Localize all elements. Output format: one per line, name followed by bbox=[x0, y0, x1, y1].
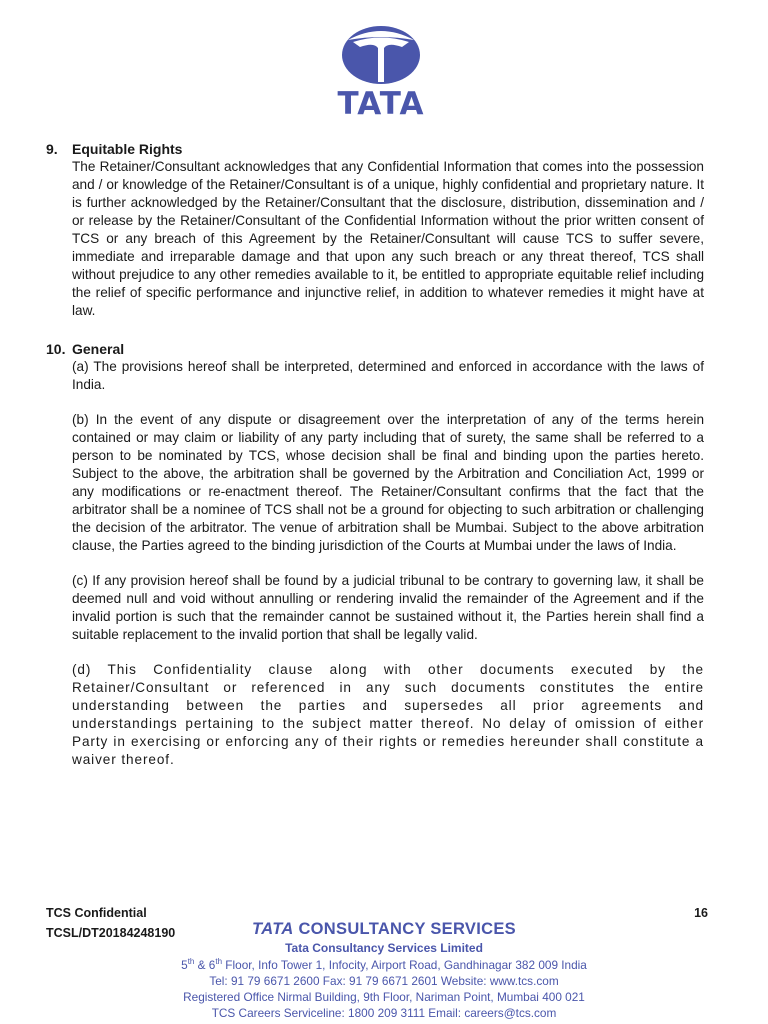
confidential-label: TCS Confidential bbox=[46, 906, 147, 920]
contact-line: Tel: 91 79 6671 2600 Fax: 91 79 6671 2601 Website: www.tcs.com bbox=[209, 974, 559, 988]
careers-line: TCS Careers Serviceline: 1800 209 3111 Email: careers@tcs.com bbox=[211, 1006, 557, 1020]
brand-bold: TATA bbox=[252, 920, 294, 938]
section-general bbox=[46, 340, 704, 769]
paragraph: The Retainer/Consultant acknowledges that any Confidential Information that comes into the possession and / or knowledge of the Retainer/Consultant is of a unique, highly confidential and proprietary nature. It is further acknowledged by the Retainer/Consultant that the disclosure, distribution, dissemination and / or release by the Retainer/Consultant of the Confidential Information without the prior written consent of TCS or any breach of this Agreement by the Retainer/Consultant will cause TCS to suffer severe, immediate and irreparable damage and that upon any such breach or any threat thereof, TCS shall without prejudice to any other remedies available to it, be entitled to appropriate equitable relief including the relief of specific performance and injunctive relief, in addition to whatever remedies it might have at law. bbox=[72, 159, 704, 318]
section-heading bbox=[46, 140, 704, 158]
company-brand bbox=[118, 918, 650, 940]
company-name: Tata Consultancy Services Limited bbox=[285, 941, 483, 955]
section-heading bbox=[46, 340, 704, 358]
paragraph-a: (a) The provisions hereof shall be interpreted, determined and enforced in accordance with the laws of India. bbox=[72, 359, 704, 392]
registered-office-line: Registered Office Nirmal Building, 9th Floor, Nariman Point, Mumbai 400 021 bbox=[183, 990, 585, 1004]
address-line: 5th & 6th Floor, Info Tower 1, Infocity, Airport Road, Gandhinagar 382 009 India bbox=[181, 957, 587, 972]
brand-rest: CONSULTANCY SERVICES bbox=[293, 920, 516, 938]
page-number: 16 bbox=[694, 906, 708, 920]
section-number: 10. bbox=[46, 341, 66, 357]
section-title: Equitable Rights bbox=[72, 141, 183, 157]
paragraph-c: (c) If any provision hereof shall be found by a judicial tribunal to be contrary to governing law, it shall be deemed null and void without annulling or rendering invalid the remainder of the Agreement and if the invalid portion is such that the remainder cannot be sustained without it, the Parties herein shall find a suitable replacement to the invalid portion that shall be legally valid. bbox=[72, 573, 704, 642]
tata-logo bbox=[326, 24, 436, 122]
section-equitable-rights bbox=[46, 140, 704, 320]
tata-logo-icon bbox=[340, 24, 422, 86]
document-body bbox=[46, 140, 704, 769]
logo-wordmark: TATA bbox=[337, 86, 425, 122]
paragraph-d: (d) This Confidentiality clause along with other documents executed by the Retainer/Consultant or referenced in any such documents constitutes the entire understanding between the parties and supersedes all prior agreements and understandings pertaining to the subject matter thereof. No delay of omission of either Party in exercising or enforcing any of their rights or remedies hereunder shall constitute a waiver thereof. bbox=[72, 662, 704, 767]
company-footer bbox=[118, 918, 650, 1021]
document-id: TCSL/DT20184248190 bbox=[46, 926, 176, 940]
section-number: 9. bbox=[46, 141, 58, 157]
paragraph-b: (b) In the event of any dispute or disagreement over the interpretation of any of the terms herein contained or may claim or liability of any party including that of surety, the same shall be referred to a person to be nominated by TCS, whose decision shall be final and binding upon the parties hereto. Subject to the above, the arbitration shall be governed by the Arbitration and Conciliation Act, 1999 or any modifications or re-enactment thereof. The Retainer/Consultant confirms that the fact that the arbitrator shall be a nominee of TCS shall not be a ground for objecting to such arbitration or challenging the decision of the arbitrator. The venue of arbitration shall be Mumbai. Subject to the above arbitration clause, the Parties agreed to the binding jurisdiction of the Courts at Mumbai under the laws of India. bbox=[72, 412, 704, 553]
section-title: General bbox=[72, 341, 125, 357]
